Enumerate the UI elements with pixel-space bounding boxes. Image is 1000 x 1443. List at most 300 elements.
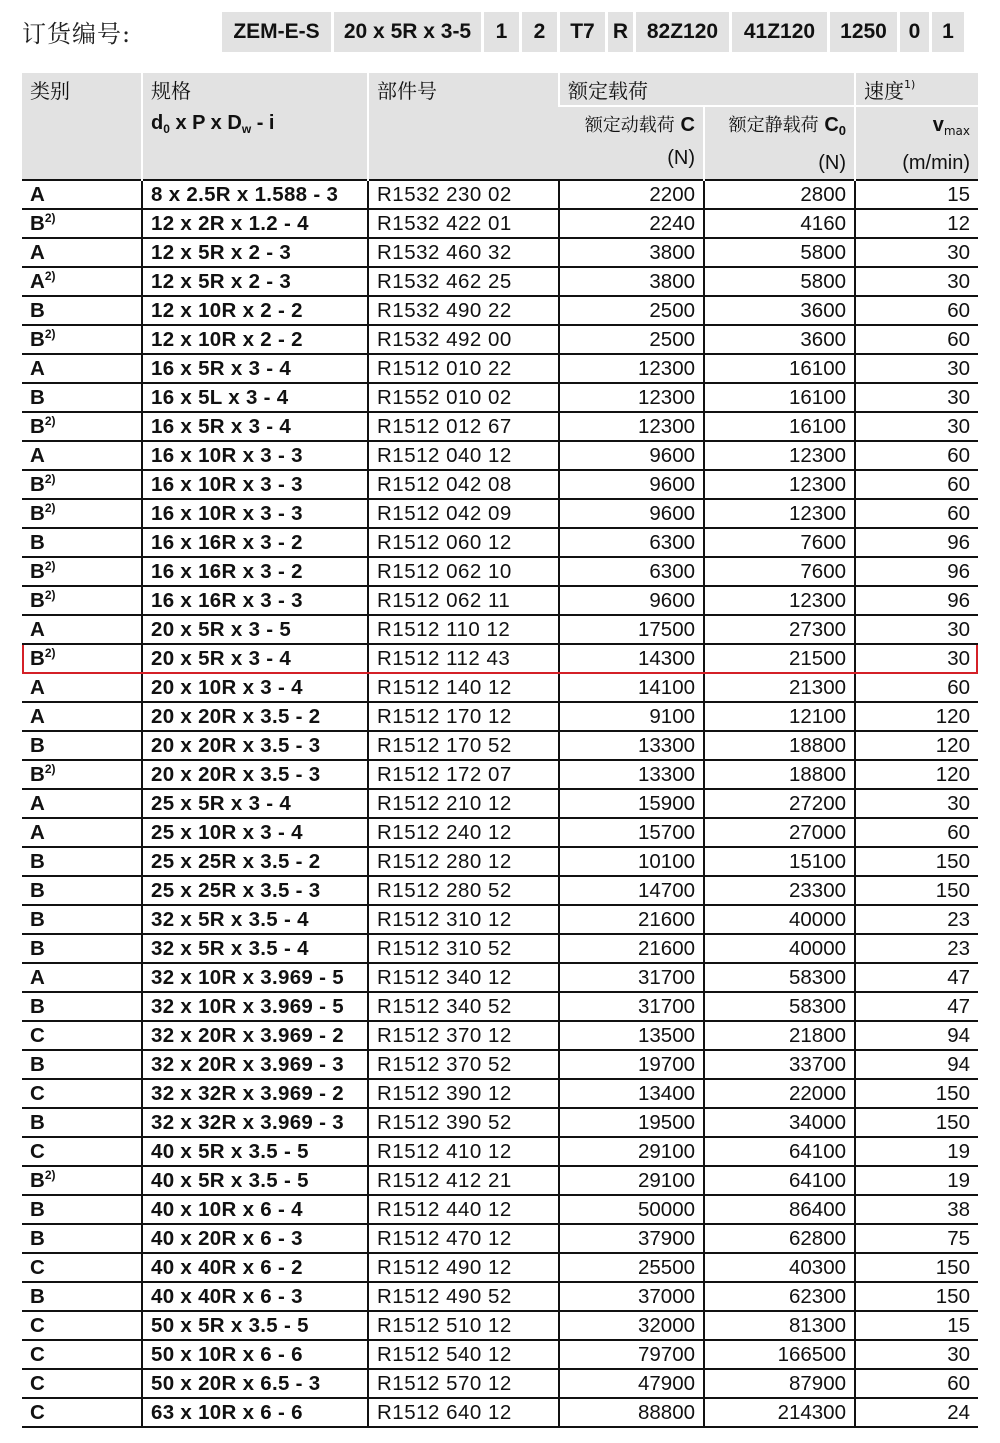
cell-static-load: 23300 [704, 876, 855, 905]
table-body [22, 180, 978, 1427]
cell-category: C [22, 1340, 142, 1369]
cell-category: B [22, 1195, 142, 1224]
table-row [22, 1340, 978, 1369]
cell-vmax: 150 [855, 1253, 978, 1282]
header-speed: 速度$^{1)}$ [855, 73, 978, 106]
cell-dynamic-load: 13500 [559, 1021, 704, 1050]
cell-vmax: 60 [855, 441, 978, 470]
cell-static-load: 12300 [704, 586, 855, 615]
cell-static-load: 16100 [704, 412, 855, 441]
cell-vmax: 30 [855, 1340, 978, 1369]
cell-part-number: R1512 062 11 [368, 586, 559, 615]
table-row [22, 1398, 978, 1427]
cell-static-load: 81300 [704, 1311, 855, 1340]
cell-static-load: 27200 [704, 789, 855, 818]
cell-category: C [22, 1311, 142, 1340]
cell-category: $B^{2)}$ [22, 557, 142, 586]
cell-part-number: R1512 112 43 [368, 644, 559, 673]
spec-table [22, 73, 978, 1428]
cell-category: $B^{2)}$ [22, 470, 142, 499]
cell-part-number: R1512 060 12 [368, 528, 559, 557]
cell-vmax: 150 [855, 876, 978, 905]
cell-part-number: R1512 340 12 [368, 963, 559, 992]
table-row [22, 876, 978, 905]
cell-part-number: R1512 240 12 [368, 818, 559, 847]
footnote-marker: 2) [44, 269, 56, 283]
cell-vmax: 94 [855, 1021, 978, 1050]
cell-part-number: R1532 490 22 [368, 296, 559, 325]
cell-part-number: R1512 310 52 [368, 934, 559, 963]
cell-spec: 20 x 10R x 3 - 4 [142, 673, 368, 702]
table-row [22, 325, 978, 354]
cell-dynamic-load: 2500 [559, 296, 704, 325]
cell-category: B [22, 1282, 142, 1311]
table-row [22, 441, 978, 470]
cell-dynamic-load: 88800 [559, 1398, 704, 1427]
cell-dynamic-load: 32000 [559, 1311, 704, 1340]
cell-category: $B^{2)}$ [22, 760, 142, 789]
order-code-strip [222, 12, 964, 52]
table-row [22, 963, 978, 992]
cell-dynamic-load: 2240 [559, 209, 704, 238]
cell-spec: 40 x 5R x 3.5 - 5 [142, 1137, 368, 1166]
cell-part-number: R1512 012 67 [368, 412, 559, 441]
cell-spec: 8 x 2.5R x 1.588 - 3 [142, 180, 368, 209]
order-code-segment: 20 x 5R x 3-5 [334, 12, 484, 52]
cell-spec: 16 x 16R x 3 - 3 [142, 586, 368, 615]
cell-vmax: 60 [855, 673, 978, 702]
cell-static-load: 166500 [704, 1340, 855, 1369]
cell-spec: 20 x 20R x 3.5 - 3 [142, 731, 368, 760]
table-row [22, 615, 978, 644]
cell-vmax: 150 [855, 1079, 978, 1108]
order-code-segment: 1250 [830, 12, 900, 52]
cell-category: A [22, 789, 142, 818]
cell-category: $B^{2)}$ [22, 499, 142, 528]
cell-vmax: 47 [855, 963, 978, 992]
cell-part-number: R1512 370 12 [368, 1021, 559, 1050]
cell-static-load: 16100 [704, 354, 855, 383]
cell-category: B [22, 905, 142, 934]
cell-vmax: 94 [855, 1050, 978, 1079]
cell-dynamic-load: 10100 [559, 847, 704, 876]
cell-spec: 32 x 5R x 3.5 - 4 [142, 905, 368, 934]
footnote-marker: 2) [44, 588, 56, 602]
cell-part-number: R1512 390 52 [368, 1108, 559, 1137]
cell-dynamic-load: 50000 [559, 1195, 704, 1224]
cell-vmax: 23 [855, 934, 978, 963]
table-row [22, 586, 978, 615]
table-row [22, 557, 978, 586]
cell-vmax: 120 [855, 760, 978, 789]
cell-vmax: 15 [855, 1311, 978, 1340]
cell-part-number: R1512 640 12 [368, 1398, 559, 1427]
cell-vmax: 150 [855, 1282, 978, 1311]
cell-spec: 40 x 40R x 6 - 2 [142, 1253, 368, 1282]
cell-spec: 20 x 5R x 3 - 4 [142, 644, 368, 673]
cell-static-load: 40300 [704, 1253, 855, 1282]
order-code-segment: 41Z120 [732, 12, 830, 52]
table-row [22, 1137, 978, 1166]
cell-static-load: 64100 [704, 1166, 855, 1195]
order-code-row [22, 8, 982, 48]
footnote-marker: 2) [44, 1168, 56, 1182]
cell-static-load: 2800 [704, 180, 855, 209]
cell-spec: 20 x 5R x 3 - 5 [142, 615, 368, 644]
cell-spec: 25 x 10R x 3 - 4 [142, 818, 368, 847]
cell-vmax: 150 [855, 1108, 978, 1137]
cell-vmax: 60 [855, 470, 978, 499]
cell-vmax: 30 [855, 789, 978, 818]
cell-part-number: R1512 412 21 [368, 1166, 559, 1195]
cell-spec: 16 x 5R x 3 - 4 [142, 412, 368, 441]
cell-static-load: 3600 [704, 296, 855, 325]
cell-category: $A^{2)}$ [22, 267, 142, 296]
cell-part-number: R1532 492 00 [368, 325, 559, 354]
cell-part-number: R1512 440 12 [368, 1195, 559, 1224]
header-spec-formula: $d_0$ x P x $D_w$ - i [151, 112, 275, 136]
cell-static-load: 12300 [704, 470, 855, 499]
cell-dynamic-load: 19500 [559, 1108, 704, 1137]
cell-category: C [22, 1137, 142, 1166]
cell-dynamic-load: 17500 [559, 615, 704, 644]
cell-part-number: R1512 140 12 [368, 673, 559, 702]
cell-dynamic-load: 31700 [559, 963, 704, 992]
cell-static-load: 15100 [704, 847, 855, 876]
cell-part-number: R1532 230 02 [368, 180, 559, 209]
cell-static-load: 21800 [704, 1021, 855, 1050]
cell-category: B [22, 528, 142, 557]
cell-dynamic-load: 14300 [559, 644, 704, 673]
cell-spec: 40 x 20R x 6 - 3 [142, 1224, 368, 1253]
cell-static-load: 21500 [704, 644, 855, 673]
order-code-segment: 2 [522, 12, 560, 52]
cell-vmax: 120 [855, 731, 978, 760]
cell-dynamic-load: 9600 [559, 470, 704, 499]
cell-part-number: R1512 570 12 [368, 1369, 559, 1398]
table-row [22, 1253, 978, 1282]
cell-static-load: 12100 [704, 702, 855, 731]
cell-dynamic-load: 13300 [559, 760, 704, 789]
cell-static-load: 33700 [704, 1050, 855, 1079]
cell-dynamic-load: 21600 [559, 905, 704, 934]
header-rated-load: 额定载荷 [559, 73, 855, 106]
table-row [22, 1282, 978, 1311]
cell-part-number: R1512 042 09 [368, 499, 559, 528]
cell-static-load: 40000 [704, 934, 855, 963]
cell-spec: 32 x 10R x 3.969 - 5 [142, 992, 368, 1021]
table-row [22, 412, 978, 441]
cell-static-load: 62300 [704, 1282, 855, 1311]
footnote-marker: 2) [44, 501, 56, 515]
table-row [22, 1079, 978, 1108]
table-row [22, 1311, 978, 1340]
cell-category: B [22, 1108, 142, 1137]
table-row [22, 1166, 978, 1195]
cell-spec: 12 x 5R x 2 - 3 [142, 238, 368, 267]
cell-spec: 50 x 5R x 3.5 - 5 [142, 1311, 368, 1340]
table-row [22, 1021, 978, 1050]
cell-vmax: 120 [855, 702, 978, 731]
cell-spec: 40 x 10R x 6 - 4 [142, 1195, 368, 1224]
cell-part-number: R1512 062 10 [368, 557, 559, 586]
cell-category: C [22, 1398, 142, 1427]
cell-category: A [22, 818, 142, 847]
cell-spec: 25 x 5R x 3 - 4 [142, 789, 368, 818]
cell-vmax: 96 [855, 557, 978, 586]
cell-static-load: 18800 [704, 760, 855, 789]
cell-category: A [22, 180, 142, 209]
table-row [22, 789, 978, 818]
cell-part-number: R1512 340 52 [368, 992, 559, 1021]
cell-static-load: 18800 [704, 731, 855, 760]
cell-category: A [22, 673, 142, 702]
table-row [22, 470, 978, 499]
footnote-marker: 2) [44, 211, 56, 225]
cell-vmax: 60 [855, 296, 978, 325]
cell-category: C [22, 1021, 142, 1050]
cell-spec: 16 x 5L x 3 - 4 [142, 383, 368, 412]
table-header [22, 73, 978, 180]
cell-dynamic-load: 9600 [559, 586, 704, 615]
cell-dynamic-load: 3800 [559, 238, 704, 267]
table-row [22, 1050, 978, 1079]
cell-spec: 16 x 16R x 3 - 2 [142, 528, 368, 557]
cell-spec: 32 x 20R x 3.969 - 3 [142, 1050, 368, 1079]
cell-spec: 40 x 40R x 6 - 3 [142, 1282, 368, 1311]
cell-static-load: 22000 [704, 1079, 855, 1108]
cell-vmax: 150 [855, 847, 978, 876]
cell-spec: 50 x 20R x 6.5 - 3 [142, 1369, 368, 1398]
order-code-segment: 1 [932, 12, 964, 52]
cell-category: $B^{2)}$ [22, 325, 142, 354]
footnote-marker: 2) [44, 559, 56, 573]
cell-dynamic-load: 3800 [559, 267, 704, 296]
cell-part-number: R1532 462 25 [368, 267, 559, 296]
cell-category: A [22, 354, 142, 383]
cell-vmax: 60 [855, 499, 978, 528]
cell-spec: 50 x 10R x 6 - 6 [142, 1340, 368, 1369]
header-spec-label: 规格 [151, 79, 191, 103]
cell-category: A [22, 615, 142, 644]
cell-spec: 16 x 10R x 3 - 3 [142, 441, 368, 470]
table-row [22, 238, 978, 267]
cell-spec: 16 x 10R x 3 - 3 [142, 499, 368, 528]
cell-dynamic-load: 79700 [559, 1340, 704, 1369]
cell-vmax: 96 [855, 528, 978, 557]
cell-static-load: 214300 [704, 1398, 855, 1427]
table-row [22, 528, 978, 557]
cell-dynamic-load: 29100 [559, 1166, 704, 1195]
cell-dynamic-load: 15700 [559, 818, 704, 847]
cell-spec: 12 x 2R x 1.2 - 4 [142, 209, 368, 238]
cell-vmax: 60 [855, 325, 978, 354]
cell-vmax: 30 [855, 644, 978, 673]
cell-static-load: 12300 [704, 441, 855, 470]
table-row [22, 1369, 978, 1398]
table-row [22, 847, 978, 876]
cell-static-load: 5800 [704, 267, 855, 296]
cell-category: A [22, 963, 142, 992]
cell-category: B [22, 1224, 142, 1253]
table-row [22, 383, 978, 412]
cell-dynamic-load: 31700 [559, 992, 704, 1021]
cell-static-load: 7600 [704, 528, 855, 557]
cell-category: B [22, 731, 142, 760]
cell-dynamic-load: 9600 [559, 499, 704, 528]
cell-part-number: R1512 370 52 [368, 1050, 559, 1079]
cell-static-load: 34000 [704, 1108, 855, 1137]
order-code-segment: 1 [484, 12, 522, 52]
cell-dynamic-load: 14700 [559, 876, 704, 905]
table-row [22, 992, 978, 1021]
cell-static-load: 58300 [704, 963, 855, 992]
cell-spec: 40 x 5R x 3.5 - 5 [142, 1166, 368, 1195]
cell-dynamic-load: 29100 [559, 1137, 704, 1166]
cell-part-number: R1512 110 12 [368, 615, 559, 644]
footnote-marker: 2) [44, 646, 56, 660]
cell-part-number: R1512 540 12 [368, 1340, 559, 1369]
cell-vmax: 30 [855, 412, 978, 441]
cell-category: $B^{2)}$ [22, 586, 142, 615]
cell-spec: 32 x 5R x 3.5 - 4 [142, 934, 368, 963]
cell-static-load: 86400 [704, 1195, 855, 1224]
cell-dynamic-load: 9100 [559, 702, 704, 731]
cell-category: A [22, 238, 142, 267]
cell-category: $B^{2)}$ [22, 1166, 142, 1195]
cell-static-load: 7600 [704, 557, 855, 586]
table-row [22, 702, 978, 731]
header-static-load: 额定静载荷 $C_0$ (N) [704, 106, 855, 180]
cell-part-number: R1512 170 52 [368, 731, 559, 760]
cell-part-number: R1512 170 12 [368, 702, 559, 731]
order-code-segment: 0 [900, 12, 932, 52]
cell-category: B [22, 992, 142, 1021]
cell-dynamic-load: 21600 [559, 934, 704, 963]
table-row-highlighted [22, 644, 978, 673]
cell-vmax: 30 [855, 354, 978, 383]
table-row [22, 760, 978, 789]
cell-category: $B^{2)}$ [22, 412, 142, 441]
cell-part-number: R1512 310 12 [368, 905, 559, 934]
cell-vmax: 96 [855, 586, 978, 615]
table-row [22, 267, 978, 296]
cell-part-number: R1512 010 22 [368, 354, 559, 383]
cell-vmax: 24 [855, 1398, 978, 1427]
footnote-marker: 2) [44, 414, 56, 428]
cell-part-number: R1512 470 12 [368, 1224, 559, 1253]
footnote-marker: 2) [44, 762, 56, 776]
footnote-marker: 2) [44, 472, 56, 486]
cell-part-number: R1512 390 12 [368, 1079, 559, 1108]
cell-vmax: 75 [855, 1224, 978, 1253]
cell-vmax: 23 [855, 905, 978, 934]
order-code-segment: T7 [560, 12, 608, 52]
table-row [22, 731, 978, 760]
cell-spec: 16 x 5R x 3 - 4 [142, 354, 368, 383]
cell-dynamic-load: 12300 [559, 354, 704, 383]
cell-spec: 32 x 10R x 3.969 - 5 [142, 963, 368, 992]
header-part-number: 部件号 [368, 73, 559, 180]
table-row [22, 1195, 978, 1224]
cell-vmax: 60 [855, 1369, 978, 1398]
cell-part-number: R1512 280 52 [368, 876, 559, 905]
cell-dynamic-load: 37900 [559, 1224, 704, 1253]
table-row [22, 1224, 978, 1253]
cell-category: B [22, 876, 142, 905]
table-row [22, 934, 978, 963]
header-dynamic-load: 额定动载荷 C (N) [559, 106, 704, 180]
cell-spec: 12 x 10R x 2 - 2 [142, 296, 368, 325]
cell-part-number: R1512 172 07 [368, 760, 559, 789]
cell-static-load: 4160 [704, 209, 855, 238]
cell-vmax: 15 [855, 180, 978, 209]
cell-static-load: 21300 [704, 673, 855, 702]
footnote-marker: 2) [44, 327, 56, 341]
cell-category: B [22, 383, 142, 412]
cell-part-number: R1532 422 01 [368, 209, 559, 238]
header-category: 类别 [22, 73, 142, 180]
cell-spec: 20 x 20R x 3.5 - 2 [142, 702, 368, 731]
cell-vmax: 38 [855, 1195, 978, 1224]
table-row [22, 209, 978, 238]
cell-part-number: R1552 010 02 [368, 383, 559, 412]
cell-dynamic-load: 19700 [559, 1050, 704, 1079]
cell-category: B [22, 847, 142, 876]
cell-dynamic-load: 12300 [559, 383, 704, 412]
cell-category: C [22, 1079, 142, 1108]
cell-part-number: R1512 040 12 [368, 441, 559, 470]
table-row [22, 499, 978, 528]
cell-category: B [22, 934, 142, 963]
cell-category: B [22, 1050, 142, 1079]
cell-category: A [22, 702, 142, 731]
cell-static-load: 87900 [704, 1369, 855, 1398]
cell-spec: 32 x 32R x 3.969 - 2 [142, 1079, 368, 1108]
cell-spec: 16 x 16R x 3 - 2 [142, 557, 368, 586]
cell-vmax: 30 [855, 267, 978, 296]
cell-static-load: 27300 [704, 615, 855, 644]
cell-category: A [22, 441, 142, 470]
cell-spec: 32 x 20R x 3.969 - 2 [142, 1021, 368, 1050]
cell-category: $B^{2)}$ [22, 209, 142, 238]
cell-static-load: 12300 [704, 499, 855, 528]
cell-vmax: 19 [855, 1137, 978, 1166]
table-row [22, 818, 978, 847]
cell-dynamic-load: 15900 [559, 789, 704, 818]
cell-static-load: 27000 [704, 818, 855, 847]
cell-spec: 32 x 32R x 3.969 - 3 [142, 1108, 368, 1137]
cell-vmax: 30 [855, 383, 978, 412]
cell-dynamic-load: 2500 [559, 325, 704, 354]
cell-vmax: 30 [855, 238, 978, 267]
cell-part-number: R1512 510 12 [368, 1311, 559, 1340]
cell-spec: 12 x 5R x 2 - 3 [142, 267, 368, 296]
cell-part-number: R1532 460 32 [368, 238, 559, 267]
cell-static-load: 62800 [704, 1224, 855, 1253]
cell-category: C [22, 1369, 142, 1398]
cell-spec: 25 x 25R x 3.5 - 3 [142, 876, 368, 905]
table-row [22, 354, 978, 383]
cell-spec: 63 x 10R x 6 - 6 [142, 1398, 368, 1427]
cell-dynamic-load: 6300 [559, 528, 704, 557]
cell-vmax: 47 [855, 992, 978, 1021]
order-code-segment: 82Z120 [636, 12, 732, 52]
cell-vmax: 19 [855, 1166, 978, 1195]
cell-dynamic-load: 9600 [559, 441, 704, 470]
cell-spec: 12 x 10R x 2 - 2 [142, 325, 368, 354]
cell-part-number: R1512 490 12 [368, 1253, 559, 1282]
